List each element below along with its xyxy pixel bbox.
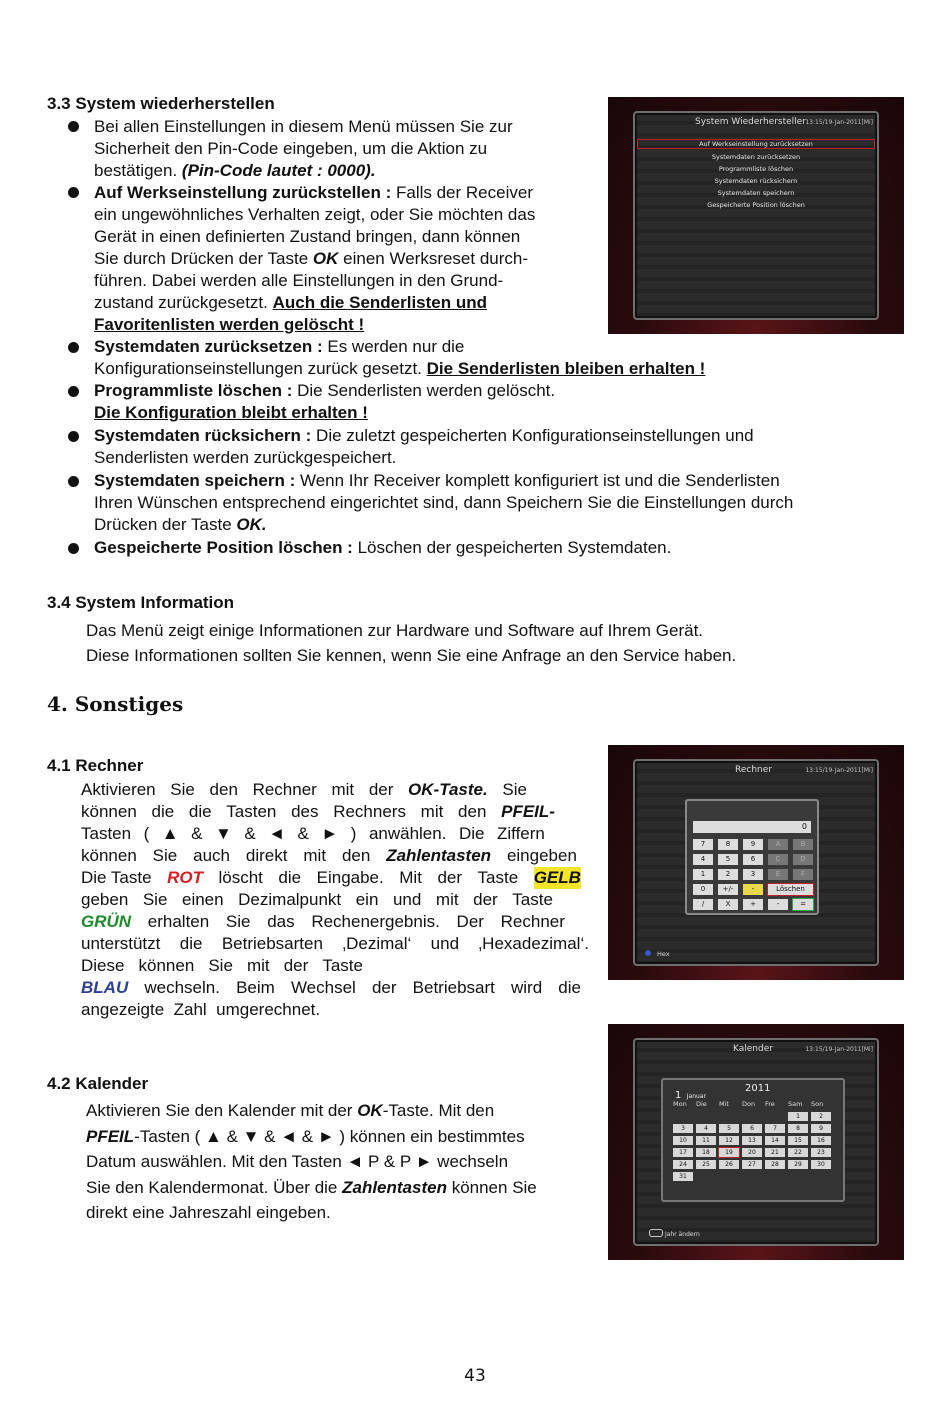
word: ( (143, 824, 150, 843)
system-restore-screenshot (608, 97, 904, 334)
b3-term: Systemdaten zurücksetzen : (94, 337, 323, 356)
word: & (244, 824, 256, 843)
word: Diese (81, 956, 125, 975)
word: Tasten (226, 802, 277, 821)
calendar-day: 20 (742, 1148, 762, 1157)
b5-text: Die zuletzt gespeicherten Konfigurationseinstellungen und (311, 426, 754, 445)
section-heading-3-4: 3.4 System Information (47, 593, 235, 612)
calc-key: B (793, 839, 813, 850)
calc-key: + (743, 899, 763, 910)
word: die (188, 802, 212, 821)
b2-line7 (94, 314, 364, 336)
word: ‚Dezimal‘ (342, 934, 412, 953)
calc-key: 1 (693, 869, 713, 880)
word: Tasten (81, 824, 132, 843)
calendar-day: 28 (765, 1160, 785, 1169)
s41-line-1 (81, 779, 527, 801)
word: Mit (399, 868, 422, 887)
s42-text: Sie den Kalendermonat. Über die (86, 1178, 343, 1197)
s42-line-3: Datum auswählen. Mit den Tasten ◄ P & P ► wechseln (86, 1152, 509, 1171)
word: Die Taste (81, 868, 152, 887)
word: Sie (208, 956, 233, 975)
word: Die (458, 824, 485, 843)
b3-warning: Die Senderlisten bleiben erhalten ! (426, 359, 706, 378)
calc-key: F (793, 869, 813, 880)
word: mit (246, 956, 270, 975)
calculator-screenshot (608, 745, 904, 980)
calendar-day: 14 (765, 1136, 785, 1145)
pp-key-icon (649, 1229, 663, 1237)
s42-line-5: direkt eine Jahreszahl eingeben. (86, 1203, 331, 1222)
number-keys: Zahlentasten (342, 1178, 447, 1197)
calc-key: 0 (693, 884, 713, 895)
word: die (278, 868, 302, 887)
word: Betriebsart (412, 978, 495, 997)
word: anwählen. (368, 824, 447, 843)
calc-key: 7 (693, 839, 713, 850)
b6-text: Wenn Ihr Receiver komplett konfiguriert ist und die Senderlisten (295, 471, 780, 490)
s41-line-3 (81, 823, 545, 845)
word: können (81, 802, 137, 821)
word: der (368, 780, 394, 799)
calendar-day: 10 (673, 1136, 693, 1145)
b5-term: Systemdaten rücksichern : (94, 426, 312, 445)
calendar-day: 30 (811, 1160, 831, 1169)
word: Rechners (333, 802, 406, 821)
calc-key: - (768, 899, 788, 910)
blue-key: BLAU (81, 978, 129, 997)
calc-key: 8 (718, 839, 738, 850)
tv-title: Kalender (733, 1044, 773, 1054)
b2-warning: Auch die Senderlisten und (272, 293, 488, 312)
page-number: 43 (464, 1366, 486, 1386)
calc-key: D (793, 854, 813, 865)
menu-item: Programmliste löschen (718, 165, 794, 173)
bullet-icon (68, 476, 79, 487)
tv-clock: 13:15/19-Jan-2011[Mi] (805, 1046, 873, 1053)
blue-dot-icon (645, 950, 651, 956)
ok-key: OK (357, 1101, 383, 1120)
tv-clock: 13:15/19-Jan-2011[Mi] (805, 119, 873, 126)
b3-text: Konfigurationseinstellungen zurück gesetzt. (94, 359, 427, 378)
bullet-icon (68, 342, 79, 353)
word: wird (510, 978, 543, 997)
word: mit (331, 780, 355, 799)
calendar-day: 2 (811, 1112, 831, 1121)
s41-line-4 (81, 845, 577, 867)
b6-line2: Ihren Wünschen entsprechend eingerichtet sind, dann Speichern Sie die Einstellungen durch (94, 493, 794, 512)
s41-line-10 (81, 977, 581, 999)
calendar-day: 9 (811, 1124, 831, 1133)
red-key: ROT (167, 868, 203, 887)
calendar-day: 11 (696, 1136, 716, 1145)
s41-line-11: angezeigte Zahl umgerechnet. (81, 1000, 321, 1019)
calendar-day: 21 (765, 1148, 785, 1157)
word: das (267, 912, 295, 931)
word: löscht (218, 868, 263, 887)
b3-line2 (94, 358, 705, 380)
calendar-day: 13 (742, 1136, 762, 1145)
b2-line6 (94, 292, 487, 314)
arrow-up-icon: ▲ (161, 824, 179, 843)
calc-key: C (768, 854, 788, 865)
word: die (151, 802, 175, 821)
word: mit (420, 802, 444, 821)
clear-key: Löschen (768, 884, 813, 895)
calendar-day: 17 (673, 1148, 693, 1157)
calendar-day: 24 (673, 1160, 693, 1169)
menu-item: Gespeicherte Position löschen (707, 201, 805, 209)
s41-line-9 (81, 955, 363, 977)
word: auch (193, 846, 231, 865)
word: Sie (502, 780, 527, 799)
weekday-label: Son (811, 1100, 824, 1108)
menu-item: Systemdaten speichern (717, 189, 795, 197)
word: direkt (245, 846, 288, 865)
word: Rechenergebnis. (311, 912, 440, 931)
word: Taste (512, 890, 553, 909)
ok-key: OK. (236, 515, 267, 534)
bullet-icon (68, 431, 79, 442)
calc-key: = (793, 899, 813, 910)
s41-line-6 (81, 889, 553, 911)
calendar-day: 7 (765, 1124, 785, 1133)
tv-screen (633, 1038, 879, 1246)
b2-term: Auf Werkseinstellung zurückstellen : (94, 183, 392, 202)
tv-screen (633, 759, 879, 966)
b2-text: Falls der Receiver (391, 183, 533, 202)
calendar-day: 16 (811, 1136, 831, 1145)
word: Der (456, 912, 484, 931)
calendar-day: 18 (696, 1148, 716, 1157)
b4-line1 (94, 380, 555, 402)
weekday-label: Sam (788, 1100, 803, 1108)
yellow-key: GELB (533, 868, 581, 887)
b7-text: Löschen der gespeicherten Systemdaten. (352, 538, 672, 557)
s42-text: -Tasten ( ▲ & ▼ & ◄ & ► ) können ein bestimmtes (134, 1127, 525, 1146)
calc-key: 4 (693, 854, 713, 865)
green-key: GRÜN (81, 912, 132, 931)
s42-text: -Taste. Mit den (382, 1101, 495, 1120)
calc-key: 3 (743, 869, 763, 880)
b3-line1 (94, 336, 464, 358)
calendar-day: 22 (788, 1148, 808, 1157)
calc-key: 6 (743, 854, 763, 865)
word: ) (350, 824, 357, 843)
b2-line3: Gerät in einen definierten Zustand bringen, dann können (94, 227, 521, 246)
word: Rechner (252, 780, 317, 799)
section-heading-4-2: 4.2 Kalender (47, 1074, 149, 1093)
word: der (473, 890, 498, 909)
s41-line-7 (81, 911, 565, 933)
word: wechseln. (144, 978, 220, 997)
b2-warning: Favoritenlisten werden gelöscht ! (94, 315, 365, 334)
word: Aktivieren (81, 780, 156, 799)
s41-line-5 (81, 867, 581, 889)
pin-code-note: (Pin-Code lautet : 0000). (181, 161, 376, 180)
word: Sie (142, 890, 168, 909)
calc-key: X (718, 899, 738, 910)
word: Rechner (500, 912, 565, 931)
s42-line-2 (86, 1126, 525, 1148)
tv-clock: 13:15/19-Jan-2011[Mi] (805, 767, 873, 774)
calendar-screenshot (608, 1024, 904, 1260)
word: des (291, 802, 319, 821)
b1-line2: Sicherheit den Pin-Code eingeben, um die Aktion zu (94, 139, 488, 158)
word: eingeben (506, 846, 577, 865)
bullet-icon (68, 187, 79, 198)
calendar-day: 27 (742, 1160, 762, 1169)
s42-text: können Sie (446, 1178, 537, 1197)
tv-screen (633, 111, 879, 320)
weekday-label: Mit (719, 1100, 729, 1108)
word: geben (81, 890, 129, 909)
word: Eingabe. (316, 868, 384, 887)
year-change-label: Jahr ändern (665, 1231, 700, 1238)
word: Betriebsarten (221, 934, 323, 953)
word: unterstützt (81, 934, 161, 953)
b1-line3 (94, 160, 376, 182)
word: Sie (170, 780, 195, 799)
word: die (179, 934, 203, 953)
calendar-day: 1 (788, 1112, 808, 1121)
b6-text: Drücken der Taste (94, 515, 237, 534)
calc-display: 0 (693, 821, 811, 833)
cal-month: Januar (686, 1093, 706, 1100)
word: der (283, 956, 309, 975)
cal-day: 1 (675, 1090, 682, 1101)
b2-text: Sie durch Drücken der Taste (94, 249, 313, 268)
bullet-icon (68, 543, 79, 554)
word: können (81, 846, 137, 865)
b2-text: einen Werksreset durch- (338, 249, 529, 268)
cal-year: 2011 (745, 1083, 771, 1094)
word: Wechsel (290, 978, 356, 997)
s42-text: Aktivieren Sie den Kalender mit der (86, 1101, 358, 1120)
pfeil-keys: PFEIL (86, 1127, 135, 1146)
word: mit (435, 890, 459, 909)
word: mit (303, 846, 327, 865)
chapter-heading-4: 4. Sonstiges (47, 692, 184, 716)
calc-key: - (743, 884, 763, 895)
weekday-label: Die (696, 1100, 707, 1108)
b1-line1: Bei allen Einstellungen in diesem Menü müssen Sie zur (94, 117, 513, 136)
calc-key: A (768, 839, 788, 850)
calc-key: +/- (718, 884, 738, 895)
word: erhalten (147, 912, 210, 931)
b2-line1 (94, 182, 533, 204)
word: Dezimalpunkt (238, 890, 342, 909)
word: und (430, 934, 460, 953)
b6-term: Systemdaten speichern : (94, 471, 296, 490)
s34-para-1: Das Menü zeigt einige Informationen zur Hardware und Software auf Ihrem Gerät. (86, 621, 704, 640)
b3-text: Es werden nur die (322, 337, 465, 356)
b2-text: zustand zurückgesetzt. (94, 293, 273, 312)
b4-term: Programmliste löschen : (94, 381, 293, 400)
calc-key: 2 (718, 869, 738, 880)
menu-item: Auf Werkseinstellung zurücksetzen (637, 139, 875, 149)
calendar-day: 6 (742, 1124, 762, 1133)
b6-line1 (94, 470, 780, 492)
b5-line2: Senderlisten werden zurückgespeichert. (94, 448, 397, 467)
ok-key: OK (312, 249, 339, 268)
word: Sie (152, 846, 178, 865)
word: Taste (477, 868, 519, 887)
weekday-label: Don (742, 1100, 756, 1108)
weekday-label: Mon (673, 1100, 687, 1108)
b7-term: Gespeicherte Position löschen : (94, 538, 353, 557)
b6-line3 (94, 514, 267, 536)
ok-key: OK-Taste. (408, 780, 488, 799)
calendar-day: 31 (673, 1172, 693, 1181)
word: ein (355, 890, 379, 909)
calc-key: E (768, 869, 788, 880)
b1-text: bestätigen. (94, 161, 182, 180)
b5-line1 (94, 425, 754, 447)
menu-item: Systemdaten zurücksetzen (711, 153, 801, 161)
b7-line1 (94, 537, 671, 559)
calendar-day: 25 (696, 1160, 716, 1169)
b4-text: Die Senderlisten werden gelöscht. (292, 381, 556, 400)
calendar-day: 19 (719, 1148, 739, 1157)
word: Taste (322, 956, 363, 975)
calendar-day: 15 (788, 1136, 808, 1145)
s41-line-8 (81, 933, 589, 955)
word: können (138, 956, 195, 975)
number-keys: Zahlentasten (386, 846, 492, 865)
calendar-day: 5 (719, 1124, 739, 1133)
calc-key: 9 (743, 839, 763, 850)
word: & (297, 824, 309, 843)
hex-label: Hex (657, 950, 670, 958)
word: Sie (225, 912, 251, 931)
b2-line4 (94, 248, 528, 270)
word: einen (181, 890, 224, 909)
b4-line2 (94, 402, 368, 424)
calendar-day: 26 (719, 1160, 739, 1169)
calculator-panel (685, 799, 819, 915)
calendar-panel (661, 1078, 845, 1202)
menu-item: Systemdaten rücksichern (714, 177, 798, 185)
b2-line2: ein ungewöhnliches Verhalten zeigt, oder Sie möchten das (94, 205, 536, 224)
word: ‚Hexadezimal‘. (478, 934, 589, 953)
arrow-right-icon: ► (321, 824, 339, 843)
s42-line-4 (86, 1177, 537, 1199)
word: den (209, 780, 238, 799)
word: & (191, 824, 203, 843)
calendar-day: 23 (811, 1148, 831, 1157)
word: den (341, 846, 371, 865)
word: den (458, 802, 487, 821)
weekday-label: Fre (765, 1100, 775, 1108)
word: der (437, 868, 463, 887)
bullet-icon (68, 121, 79, 132)
calendar-day: 8 (788, 1124, 808, 1133)
tv-title: Rechner (735, 765, 772, 775)
b4-warning: Die Konfiguration bleibt erhalten ! (94, 403, 368, 422)
calendar-day: 12 (719, 1136, 739, 1145)
calc-key: 5 (718, 854, 738, 865)
s34-para-2: Diese Informationen sollten Sie kennen, wenn Sie eine Anfrage an den Service haben. (86, 646, 737, 665)
pfeil-keys: PFEIL- (501, 802, 555, 821)
s42-line-1 (86, 1100, 494, 1122)
word: die (558, 978, 581, 997)
arrow-left-icon: ◄ (268, 824, 286, 843)
arrow-down-icon: ▼ (215, 824, 232, 843)
calendar-day: 3 (673, 1124, 693, 1133)
bullet-icon (68, 386, 79, 397)
word: Ziffern (497, 824, 545, 843)
word: und (392, 890, 422, 909)
word: Beim (236, 978, 275, 997)
calc-key: / (693, 899, 713, 910)
word: der (371, 978, 397, 997)
calendar-day: 29 (788, 1160, 808, 1169)
s41-line-2 (81, 801, 555, 823)
section-heading-3-3: 3.3 System wiederherstellen (47, 94, 275, 113)
calendar-day: 4 (696, 1124, 716, 1133)
section-heading-4-1: 4.1 Rechner (47, 756, 144, 775)
b2-line5: führen. Dabei werden alle Einstellungen in den Grund- (94, 271, 504, 290)
tv-title: System Wiederhersteller (695, 117, 806, 127)
